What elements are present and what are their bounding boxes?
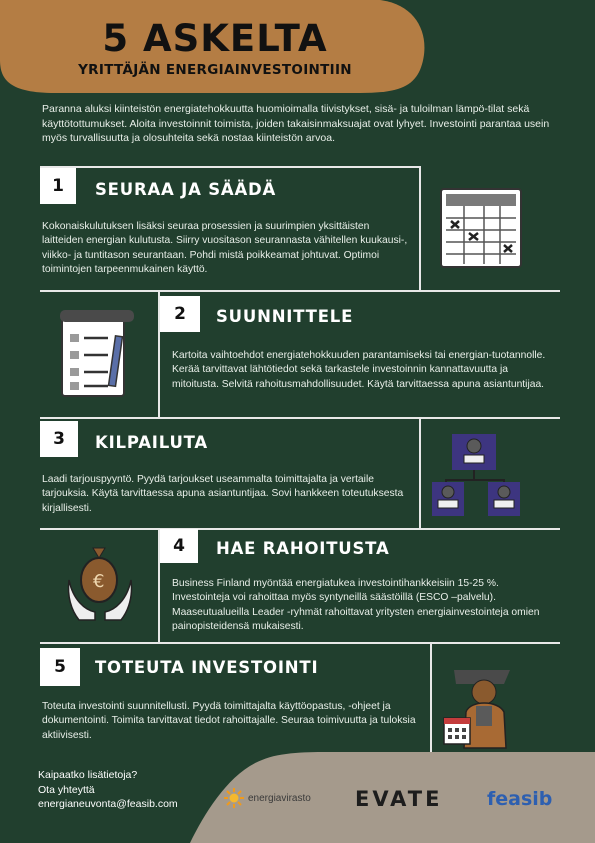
step1-divider-vertical xyxy=(419,166,421,291)
step2-body: Kartoita vaihtoehdot energiatehokkuuden parantamiseksi tai energian-tuotannolle. Kerää tarvittavat lähtötiedot sekä tarkastele investoinnin kannattavuutta ja mitoitusta. Selvitä rahoitusmahdollisuudet. Käytä tarvittaessa apuna asiantuntijaa. xyxy=(172,350,546,390)
svg-text:€: € xyxy=(93,571,105,592)
page-title: 5 ASKELTA xyxy=(102,17,328,60)
network-people-icon xyxy=(428,430,523,518)
step3-body: Laadi tarjouspyyntö. Pyydä tarjoukset useammalta toimittajalta ja vertaile tarjouksia. Käytä tarvittaessa apuna asiantuntijaa. Sovi hankkeen toteutuksesta kirjallisesti. xyxy=(42,474,404,514)
contact-block xyxy=(38,768,178,812)
step1-title: SEURAA JA SÄÄDÄ xyxy=(95,180,277,199)
step3-number: 3 xyxy=(40,421,78,457)
step1-number: 1 xyxy=(40,168,76,204)
step5-title: TOTEUTA INVESTOINTI xyxy=(95,658,319,677)
money-hands-icon xyxy=(65,540,137,622)
intro-text: Paranna aluksi kiinteistön energiatehokkuutta huomioimalla tiivistykset, sisä- ja tuloilman lämpö-tilat sekä käyttötottumukset. Aloita investoinnit toimista, joiden takaisinmaksuajat ovat lyhyet. Investointi parantaa usein myös turvallisuutta ja olosuhteita sekä nostaa kiinteistön arvoa. xyxy=(42,103,550,144)
step4-title: HAE RAHOITUSTA xyxy=(216,539,390,558)
energiavirasto-label: energiavirasto xyxy=(248,792,311,804)
contact-email-link[interactable]: energianeuvonta@feasib.com xyxy=(38,798,178,810)
step2-number: 2 xyxy=(160,296,200,332)
sun-icon xyxy=(223,787,245,809)
checklist-icon xyxy=(58,306,138,398)
worker-calendar-icon xyxy=(440,660,525,750)
step4-number: 4 xyxy=(160,529,198,563)
step2-title: SUUNNITTELE xyxy=(216,307,354,326)
step5-divider-top xyxy=(40,642,560,644)
step5-body: Toteuta investointi suunnitellusti. Pyydä toimittajalta käyttöopastus, -ohjeet ja dokumentointi. Toimita tarvittavat tiedot rahoittajalle. Seuraa toimivuutta ja tuloksia aktiivisesti. xyxy=(42,701,416,741)
step5-divider-vertical xyxy=(430,642,432,760)
evate-logo[interactable]: EVATE xyxy=(355,787,443,811)
contact-prompt: Ota yhteyttä xyxy=(38,783,95,796)
contact-question: Kaipaatko lisätietoja? xyxy=(38,769,138,781)
step3-divider-vertical xyxy=(419,417,421,529)
feasib-logo[interactable]: feasib xyxy=(487,788,553,810)
step3-title: KILPAILUTA xyxy=(95,433,208,452)
step4-body: Business Finland myöntää energiatukea investointihankkeisiin 15-25 %. Investointeja voi rahoittaa myös syntyneillä säästöillä (ESCO –palvelu). Maaseutualueilla Leader -ryhmät rahoittavat yritysten energiainvestointeja omien painopisteidensä mukaisesti. xyxy=(172,578,540,632)
energiavirasto-logo[interactable] xyxy=(223,787,311,809)
step1-body: Kokonaiskulutuksen lisäksi seuraa prosessien ja suurimpien yksittäisten laitteiden energian kulutusta. Siirry vuositason seurannasta vähitellen kuukausi-, viikko- ja tuntitason seurantaan. Pohdi mistä poikkeamat johtuvat. Optimoi toimintojen tarpeenmukainen käyttö. xyxy=(42,221,408,275)
step3-divider-top xyxy=(40,417,560,419)
step2-divider-top xyxy=(40,290,560,292)
page-subtitle: YRITTÄJÄN ENERGIAINVESTOINTIIN xyxy=(78,62,352,78)
step1-divider-top xyxy=(40,166,420,168)
step4-divider-top xyxy=(40,528,560,530)
step5-number: 5 xyxy=(40,648,80,686)
spreadsheet-icon xyxy=(440,188,522,268)
